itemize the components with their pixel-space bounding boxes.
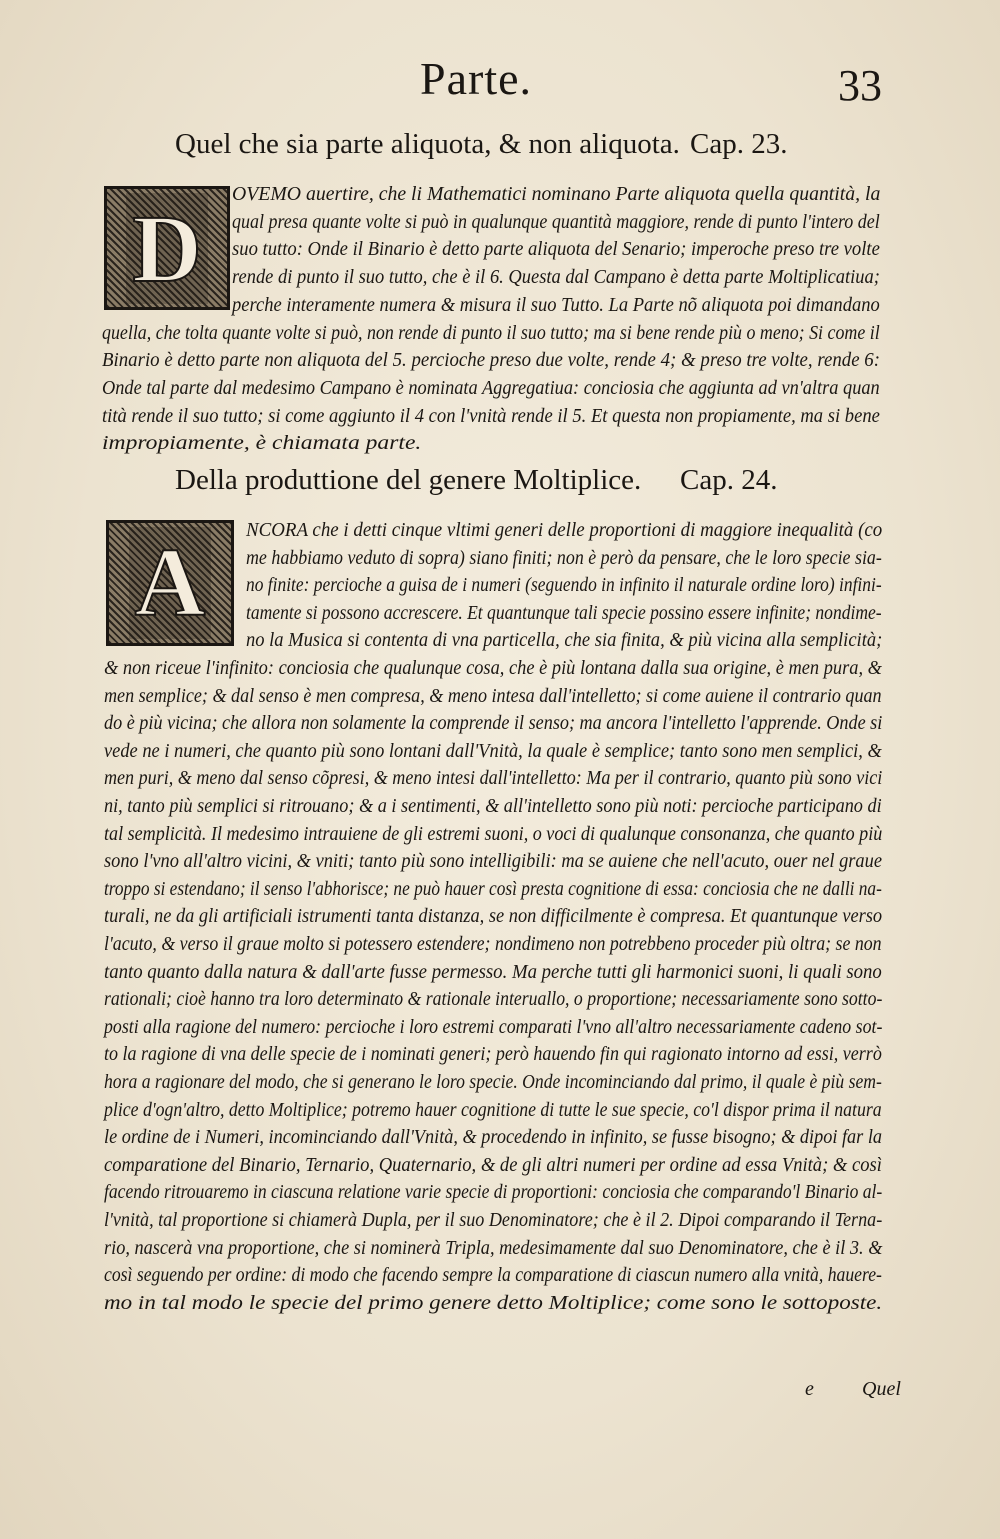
body-line: l'acuto, & verso il graue molto si potessero estendere; nondimeno non potrebbeno proceder più oltra; se non — [104, 933, 882, 955]
chapter-24-cap: Cap. 24. — [680, 464, 778, 496]
chapter-23-cap: Cap. 23. — [690, 128, 788, 160]
body-line: vede ne i numeri, che quanto più sono lontani dall'Vnità, la quale è semplice; tanto sono men semplici, & — [104, 739, 882, 762]
body-line: tanto quanto dalla natura & dall'arte fusse permesso. Ma perche tutti gli harmonici suoni, li quali sono — [104, 960, 882, 983]
body-line: perche interamente numera & misura il suo Tutto. La Parte nõ aliquota poi dimandano — [232, 293, 880, 316]
body-line: posti alla ragione del numero: percioche i loro estremi comparati l'vno all'altro necessariamente cadeno sot- — [104, 1015, 883, 1038]
body-line: me habbiamo veduto di sopra) siano finiti; non è però da pensare, che le loro specie sia- — [246, 546, 882, 569]
body-line: & non riceue l'infinito: conciosia che qualunque cosa, che è più lontana dalla sua origine, è men pura, & — [104, 657, 882, 679]
body-line: OVEMO auertire, che li Mathematici nominano Parte aliquota quella quantità, la — [232, 183, 881, 205]
body-line: Binario è detto parte non aliquota del 5. percioche preso due volte, rende 4; & preso tre volte, rende 6: — [102, 349, 880, 372]
body-line: l'vnità, tal proportione si chiamerà Dupla, per il suo Denominatore; che è il 2. Dipoi comparando il Terna- — [104, 1209, 883, 1231]
chapter-23-title: Quel che sia parte aliquota, & non aliquota. — [175, 128, 680, 160]
body-line: sono l'vno all'altro vicini, & vniti; tanto più sono intelligibili: ma se auiene che nell'acuto, ouer nel graue — [104, 850, 882, 873]
initial-letter-d: D — [126, 193, 207, 304]
chapter-24-title: Della produttione del genere Moltiplice. — [175, 464, 642, 496]
body-line: hora a ragionare del modo, che si generano le loro specie. Onde incominciando dal primo, il quale è più sem- — [104, 1071, 882, 1093]
body-line: Onde tal parte dal medesimo Campano è nominata Aggregatiua: conciosia che aggiunta ad vn'altra quan — [102, 376, 880, 399]
body-line: turali, ne da gli artificiali istrumenti tanta distanza, se non difficilmente è compresa. Et quantunque verso — [104, 905, 883, 928]
body-line: tità rende il suo tutto; si come aggiunto il 4 con l'vnità rende il 5. Et questa non propiamente, ma si bene — [102, 404, 880, 427]
running-head: Parte. — [420, 53, 533, 104]
body-line: impropiamente, è chiamata parte. — [102, 432, 422, 455]
body-line: mo in tal modo le specie del primo genere detto Moltiplice; come sono le sottoposte. — [104, 1291, 883, 1314]
body-line: men semplice; & dal senso è men compresa, & meno intesa dall'intelletto; si come auiene il contrario quan — [104, 684, 882, 707]
body-line: comparatione del Binario, Ternario, Quaternario, & de gli altri numeri per ordine ad essa Vnità; & così — [104, 1153, 882, 1176]
body-line: quella, che tolta quante volte si può, non rende di punto il suo tutto; ma si bene rende più o meno; Si come il — [102, 321, 880, 344]
body-line: no finite: percioche a guisa de i numeri (seguendo in infinito il naturale ordine loro) infini- — [246, 574, 882, 597]
body-line: facendo ritrouaremo in ciascuna relatione varie specie di proportioni: conciosia che comparando'l Binario al- — [104, 1181, 883, 1204]
body-line: plice d'ogn'altro, detto Moltiplice; potremo hauer cognitione di tutte le sue specie, co'l dispor prima il natura — [104, 1098, 882, 1121]
catchword: Quel — [862, 1378, 901, 1400]
body-line: così seguendo per ordine: di modo che facendo sempre la comparatione di ciascun numero alla vnità, hauere- — [104, 1264, 882, 1287]
body-line: ni, tanto più semplici si ritrouano; & a i sentimenti, & all'intelletto sono più noti: percioche participano di — [104, 795, 882, 817]
signature-mark: e — [805, 1378, 814, 1400]
body-line: rende di punto il suo tutto, che è il 6. Questa dal Campano è detta parte Moltiplicatiua; — [232, 266, 880, 289]
body-line: to la ragione di vna delle specie de i nominati generi; però hauendo fin qui ragionato intorno ad essi, verrò — [104, 1043, 882, 1066]
body-line: suo tutto: Onde il Binario è detto parte aliquota del Senario; imperoche preso tre volte — [232, 238, 880, 261]
body-line: do è più vicina; che allora non solamente la comprende il senso; ma ancora l'intelletto l'apprende. Onde si — [104, 712, 883, 735]
initial-letter-a: A — [129, 527, 212, 639]
body-line: rationali; cioè hanno tra loro determinato & rationale interuallo, o proportione; necessariamente sono sotto- — [104, 988, 883, 1011]
body-line: no la Musica si contenta di vna particella, che sia finita, & più vicina alla semplicità; — [246, 629, 883, 652]
body-line: rio, nascerà vna proportione, che si nominerà Tripla, medesimamente dal suo Denominatore, che è il 3. & — [104, 1236, 883, 1259]
body-line: NCORA che i detti cinque vltimi generi delle proportioni di maggiore inequalità (co — [246, 519, 883, 541]
body-line: tal semplicità. Il medesimo intrauiene de gli estremi suoni, o voci di qualunque consonanza, che quanto più — [104, 822, 883, 845]
body-line: tamente si possono accrescere. Et quantunque tali specie possino essere infinite; nondime- — [246, 601, 882, 624]
body-line: men puri, & meno dal senso cõpresi, & meno intesi dall'intelletto: Ma per il contrario, quanto più sono vici — [104, 767, 883, 790]
decorated-initial-d — [104, 186, 230, 310]
body-line: troppo si estendano; il senso l'abhorisce; ne può hauer così presta cognitione di essa: conciosia che ne dalli na- — [104, 877, 882, 900]
body-line: le ordine de i Numeri, incominciando dall'Vnità, & procedendo in infinito, se fusse bisogno; & dipoi far la — [104, 1126, 883, 1149]
decorated-initial-a — [106, 520, 234, 646]
body-line: qual presa quante volte si può in qualunque quantità maggiore, rende di punto l'intero del — [232, 210, 880, 233]
page-number: 33 — [838, 61, 882, 110]
